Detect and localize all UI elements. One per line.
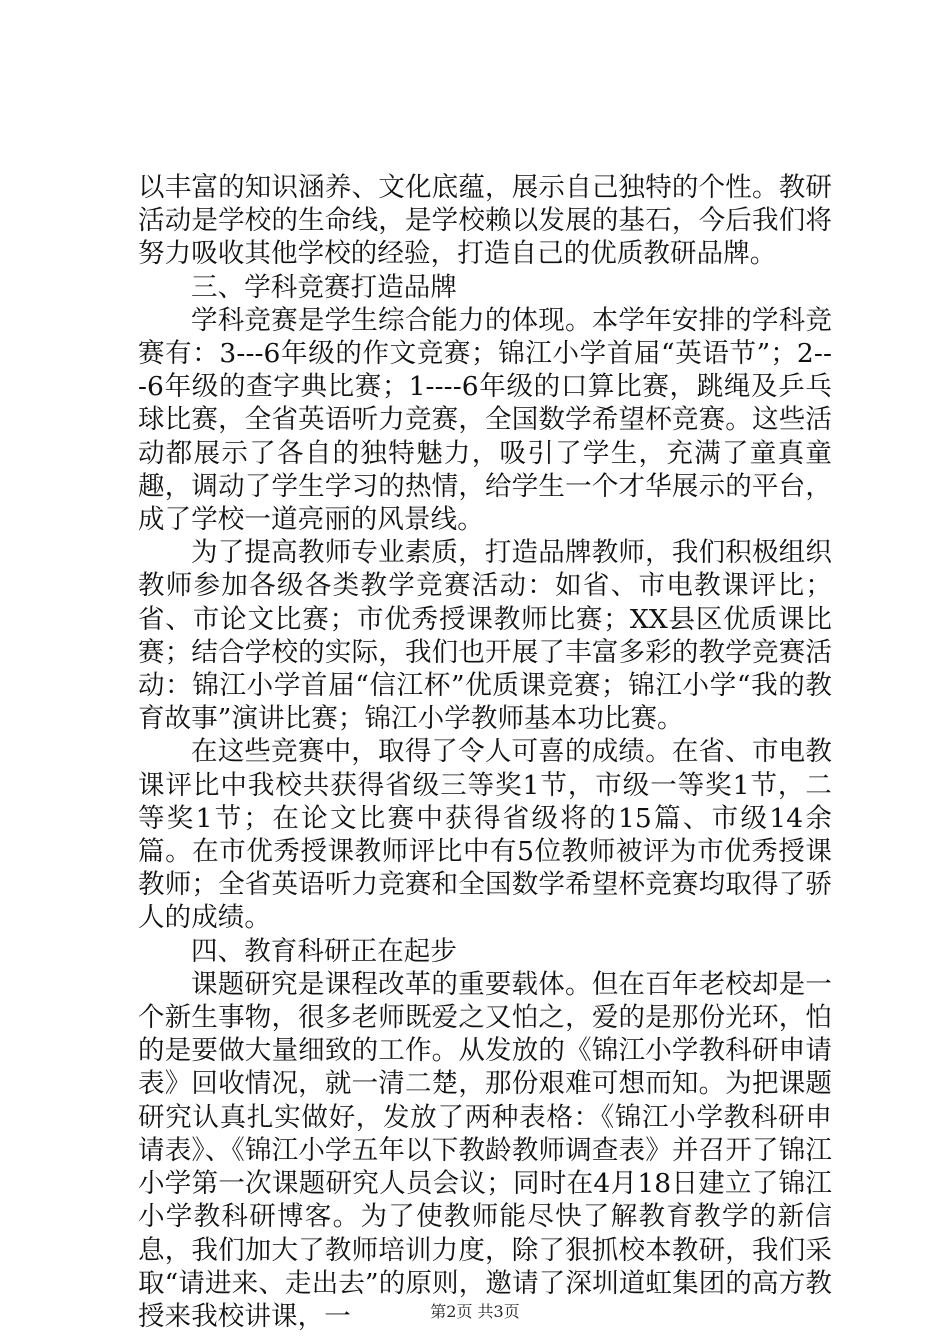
page-number-footer: 第2页 共3页 [430,1302,520,1321]
paragraph: 为了提高教师专业素质，打造品牌教师，我们积极组织教师参加各级各类教学竞赛活动：如省、市电教课评比；省、市论文比赛；市优秀授课教师比赛；XX县区优质课比赛；结合学校的实际，我们也开展了丰富多彩的教学竞赛活动：锦江小学首届“信江杯”优质课竞赛；锦江小学“我的教育故事”演讲比赛；锦江小学教师基本功比赛。 [138,537,832,735]
paragraph: 课题研究是课程改革的重要载体。但在百年老校却是一个新生事物，很多老师既爱之又怕之，爱的是那份光环，怕的是要做大量细致的工作。从发放的《锦江小学教科研申请表》回收情况，就一清二楚，那份艰难可想而知。为把课题研究认真扎实做好，发放了两种表格：《锦江小学教科研申请表》、《锦江小学五年以下教龄教师调查表》并召开了锦江小学第一次课题研究人员会议；同时在4月18日建立了锦江小学教科研博客。为了使教师能尽快了解教育教学的新信息，我们加大了教师培训力度，除了狠抓校本教研，我们采取“请进来、走出去”的原则，邀请了深圳道虹集团的高方教授来我校讲课，一 [138,968,832,1332]
paragraph: 学科竞赛是学生综合能力的体现。本学年安排的学科竞赛有：3---6年级的作文竞赛；锦江小学首届“英语节”；2---6年级的查字典比赛；1----6年级的口算比赛，跳绳及乒乓球比赛，全省英语听力竞赛，全国数学希望杯竞赛。这些活动都展示了各自的独特魅力，吸引了学生，充满了童真童趣，调动了学生学习的热情，给学生一个才华展示的平台，成了学校一道亮丽的风景线。 [138,304,832,536]
section-heading: 三、学科竞赛打造品牌 [191,271,457,303]
section-heading: 四、教育科研正在起步 [191,935,457,967]
paragraph: 以丰富的知识涵养、文化底蕴，展示自己独特的个性。教研活动是学校的生命线，是学校赖以发展的基石，今后我们将努力吸收其他学校的经验，打造自己的优质教研品牌。 [138,172,832,270]
paragraph: 在这些竞赛中，取得了令人可喜的成绩。在省、市电教课评比中我校共获得省级三等奖1节，市级一等奖1节，二等奖1节；在论文比赛中获得省级将的15篇、市级14余篇。在市优秀授课教师评比中有5位教师被评为市优秀授课教师；全省英语听力竞赛和全国数学希望杯竞赛均取得了骄人的成绩。 [138,736,832,934]
document-body [138,171,832,1333]
